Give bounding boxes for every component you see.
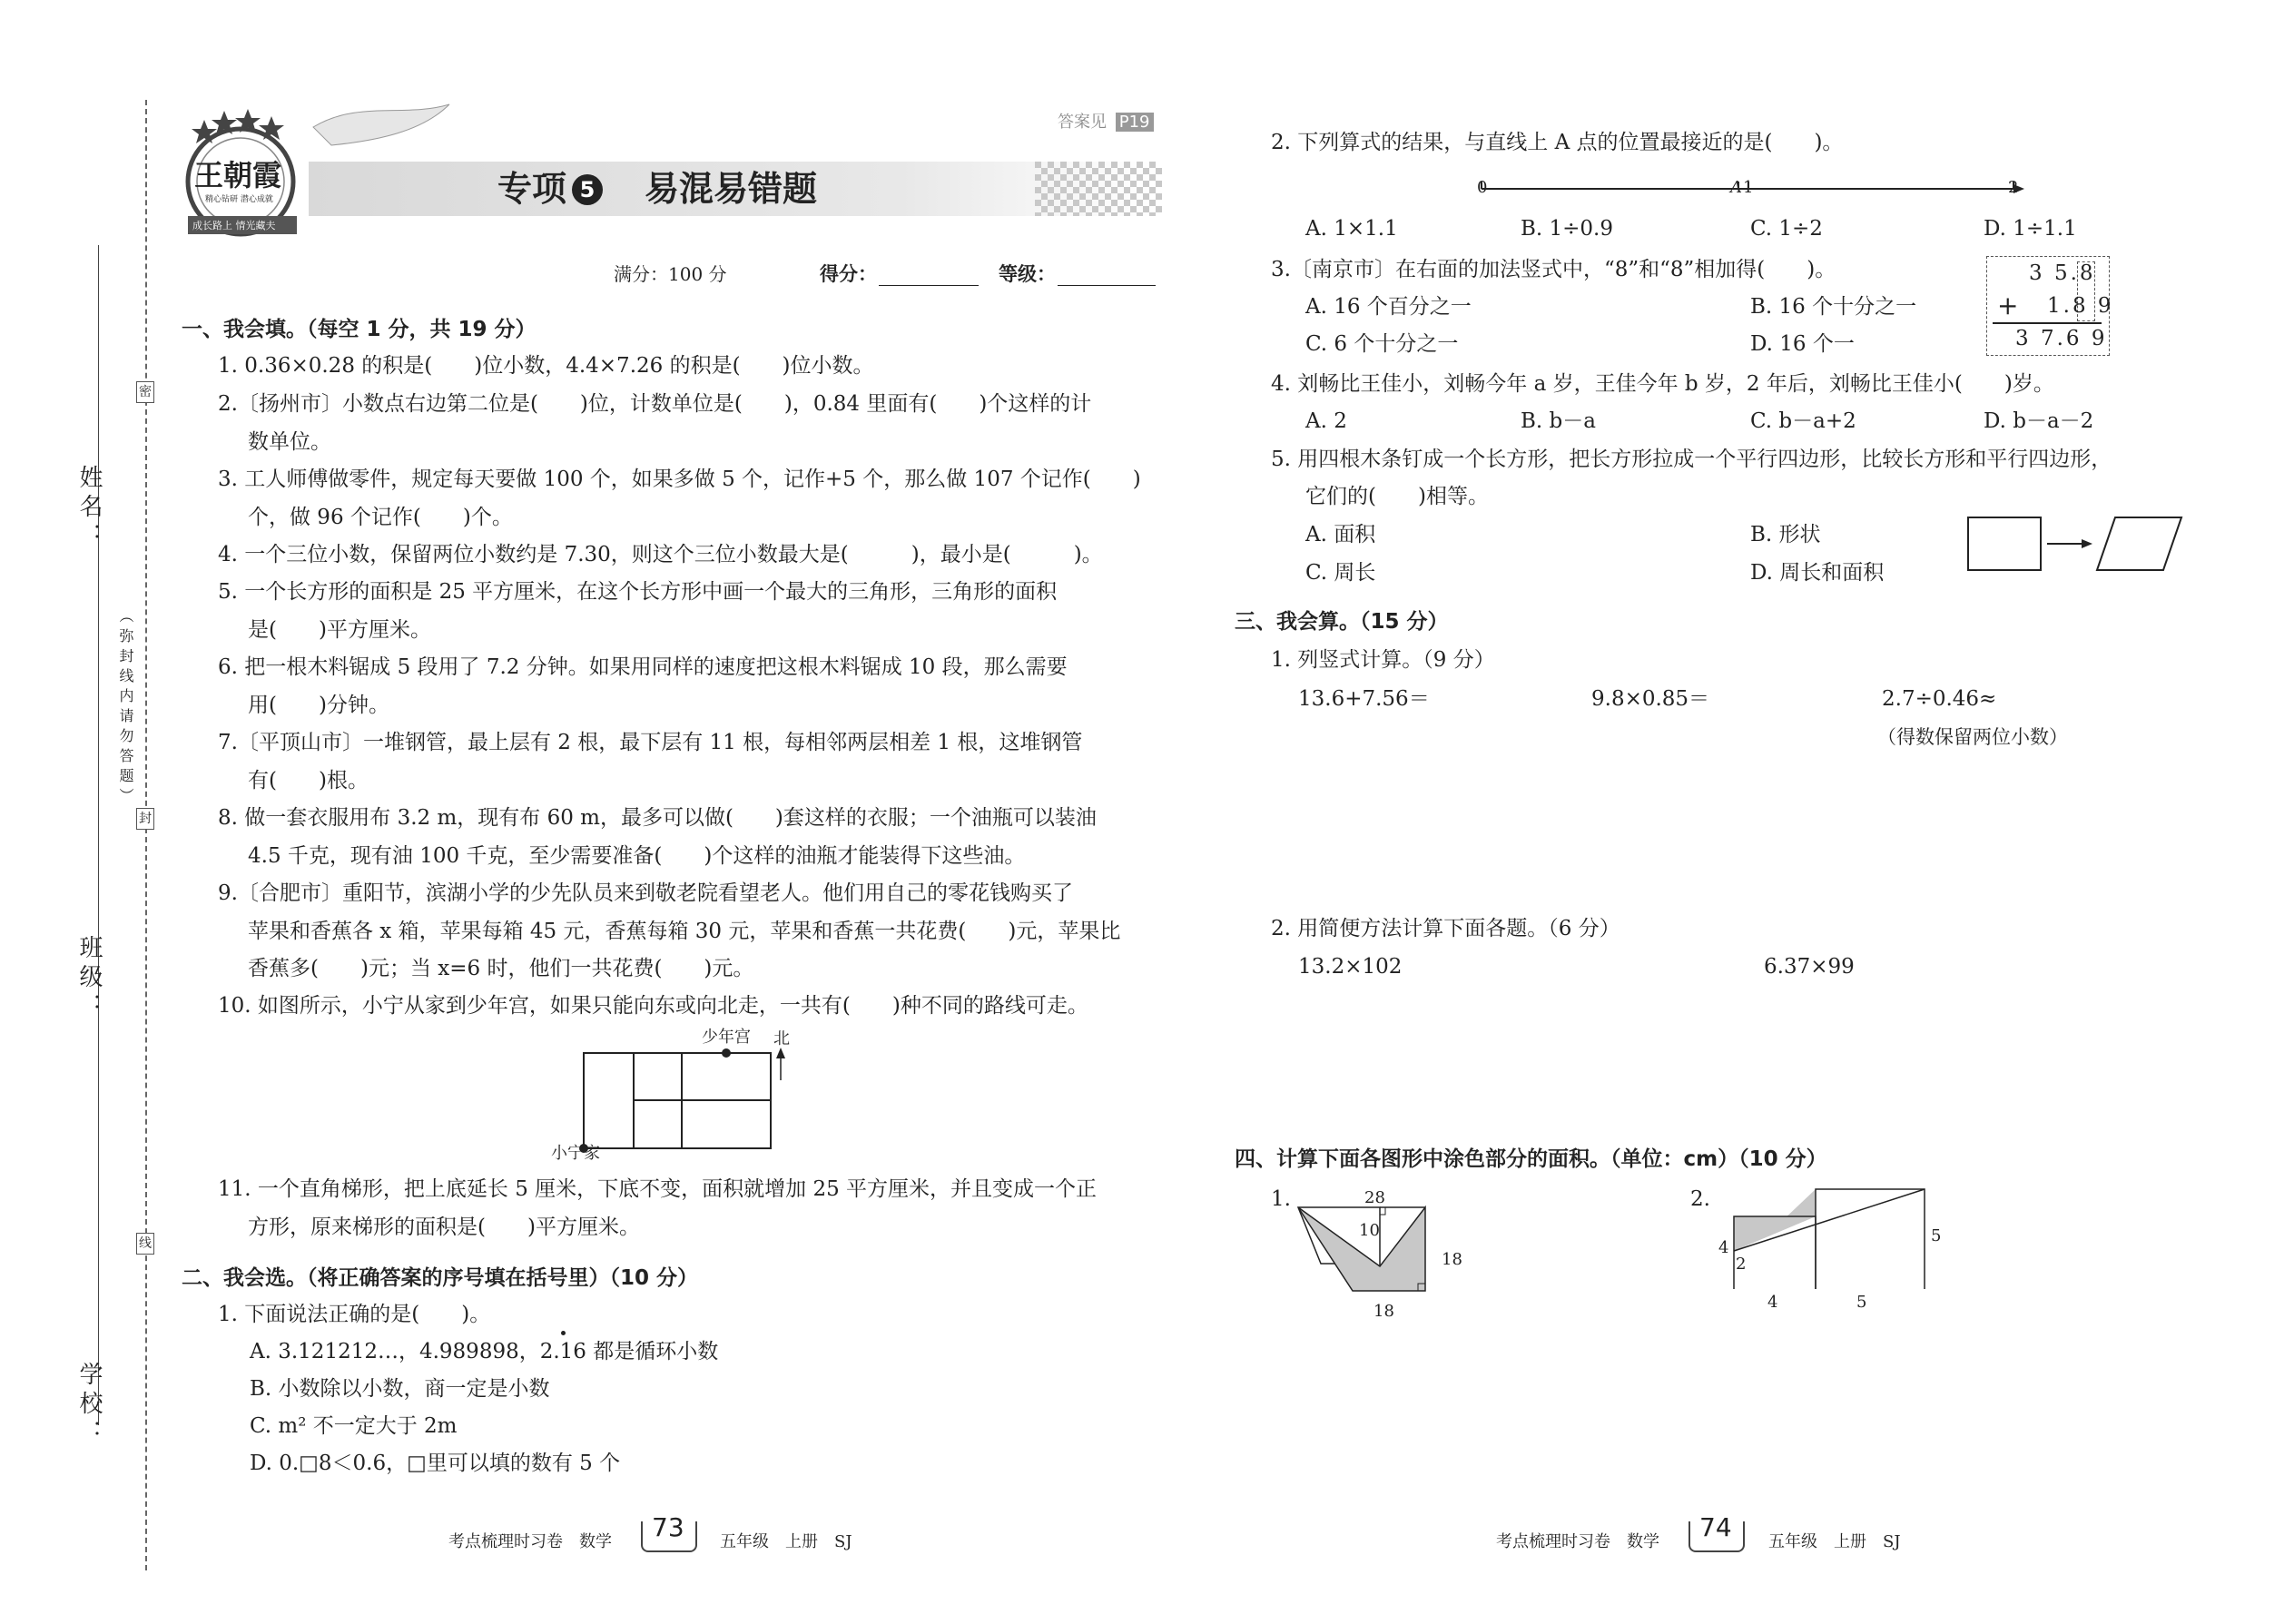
- nl-label-1: 1: [1743, 178, 1754, 197]
- q8-line2: 4.5 千克，现有油 100 千克，至少需要准备( )个这样的油瓶才能装得下这些油。: [248, 844, 1026, 868]
- nl-label-A: A: [1730, 178, 1742, 197]
- c1-option-a: A. 3.121212…，4.989898，2.16 都是循环小数: [250, 1340, 719, 1363]
- fig2-dim-4-left: 4: [1718, 1238, 1729, 1257]
- grade-label: 等级：: [999, 263, 1056, 285]
- c2-option-c: C. 1÷2: [1750, 217, 1823, 241]
- q1: 1. 0.36×0.28 的积是( )位小数，4.4×7.26 的积是( )位小数。: [218, 354, 874, 378]
- c3-option-b: B. 16 个十分之一: [1750, 295, 1917, 319]
- binding-dashed-line: [145, 100, 147, 1570]
- fig2-dim-2: 2: [1736, 1255, 1747, 1274]
- logo-banner: 成长路上 情光藏夫: [192, 220, 276, 231]
- c5-option-d: D. 周长和面积: [1750, 561, 1885, 585]
- k2-calc-a: 13.2×102: [1298, 955, 1403, 979]
- rect-to-parallelogram-figure: [1965, 513, 2188, 576]
- q4: 4. 一个三位小数，保留两位小数约是 7.30，则这个三位小数最大是( )，最小是( )。: [218, 543, 1103, 566]
- c2-option-b: B. 1÷0.9: [1521, 217, 1614, 241]
- recurring-dot: [561, 1331, 566, 1335]
- k2: 2. 用简便方法计算下面各题。（6 分）: [1271, 917, 1620, 940]
- c4-option-a: A. 2: [1305, 409, 1347, 433]
- c3-option-d: D. 16 个一: [1750, 332, 1855, 356]
- c4-option-b: B. b－a: [1521, 409, 1596, 433]
- fig-north-label: 北: [773, 1029, 790, 1048]
- c5-line2: 它们的( )相等。: [1305, 485, 1489, 508]
- addition-row2: 1.8 9: [2047, 294, 2114, 318]
- q9-line3: 香蕉多( )元；当 x=6 时，他们一共花费( )元。: [248, 957, 754, 980]
- footer-left-grade: 五年级 上册 SJ: [720, 1532, 852, 1551]
- addition-rule: [1993, 322, 2102, 324]
- seal-mark-xian: 线: [136, 1233, 154, 1255]
- c4: 4. 刘畅比王佳小，刘畅今年 a 岁，王佳今年 b 岁，2 年后，刘畅比王佳小( )岁。: [1271, 372, 2054, 396]
- q6-line1: 6. 把一根木料锯成 5 段用了 7.2 分钟。如果用同样的速度把这根木料锯成 10 段，那么需要: [218, 655, 1068, 679]
- class-label: 班级：: [75, 935, 103, 1022]
- nl-label-2: 2: [2008, 178, 2019, 197]
- k1: 1. 列竖式计算。（9 分）: [1271, 648, 1495, 672]
- seal-note: （弥封线内请勿答题）: [117, 608, 134, 808]
- fig2-dim-5-bottom: 5: [1856, 1293, 1867, 1312]
- c5-option-b: B. 形状: [1750, 523, 1821, 546]
- c3-option-a: A. 16 个百分之一: [1305, 295, 1472, 319]
- page-title: 专项 5 易混易错题: [497, 169, 818, 209]
- q2-line1: 2.〔扬州市〕小数点右边第二位是( )位，计数单位是( )，0.84 里面有( )个这样的计: [218, 392, 1092, 416]
- binding-solid-line: [98, 245, 99, 1425]
- section-1-title: 一、我会填。（每空 1 分，共 19 分）: [182, 318, 537, 341]
- fig2-label: 2.: [1690, 1187, 1710, 1211]
- section-3-title: 三、我会算。（15 分）: [1235, 610, 1449, 634]
- school-label: 学校：: [75, 1362, 103, 1449]
- score-label: 得分：: [820, 263, 877, 285]
- k1-calc-c: 2.7÷0.46≈: [1882, 687, 1997, 711]
- logo-slogan: 精心钻研 潜心成就: [205, 195, 273, 204]
- full-score: 满分：100 分: [614, 263, 727, 285]
- c3-option-c: C. 6 个十分之一: [1305, 332, 1459, 356]
- footer-right-page: 74: [1699, 1512, 1732, 1542]
- seal-mark-feng: 封: [136, 808, 154, 830]
- q5-line1: 5. 一个长方形的面积是 25 平方厘米，在这个长方形中画一个最大的三角形，三角形的面积: [218, 580, 1058, 604]
- nl-label-0: 0: [1477, 178, 1488, 197]
- seal-mark-mi: 密: [136, 381, 154, 403]
- k1-calc-b: 9.8×0.85＝: [1591, 687, 1710, 711]
- k2-calc-b: 6.37×99: [1764, 955, 1855, 979]
- grade-field[interactable]: [1058, 285, 1156, 286]
- c1-option-b: B. 小数除以小数，商一定是小数: [250, 1377, 550, 1401]
- fig1-dim-10: 10: [1359, 1221, 1380, 1240]
- c5-line1: 5. 用四根木条钉成一个长方形，把长方形拉成一个平行四边形，比较长方形和平行四边形，: [1271, 448, 2112, 471]
- c4-option-d: D. b－a－2: [1984, 409, 2094, 433]
- section-4-title: 四、计算下面各图形中涂色部分的面积。（单位：cm）（10 分）: [1235, 1147, 1827, 1171]
- k1-calc-c-note: （得数保留两位小数）: [1877, 726, 2068, 748]
- fig-home-label: 小宁家: [551, 1144, 600, 1163]
- footer-left-page: 73: [652, 1512, 684, 1542]
- addition-plus: +: [1997, 290, 2019, 320]
- q3-line1: 3. 工人师傅做零件，规定每天要做 100 个，如果多做 5 个，记作+5 个，那么做 107 个记作( ): [218, 468, 1141, 491]
- addition-row1: 3 5.8: [2029, 261, 2096, 285]
- fig2-dim-4-bottom: 4: [1767, 1293, 1778, 1312]
- q3-line2: 个，做 96 个记作( )个。: [248, 506, 513, 529]
- fig-palace-label: 少年宫: [702, 1028, 751, 1047]
- c1: 1. 下面说法正确的是( )。: [218, 1303, 491, 1326]
- footer-left-series: 考点梳理时习卷 数学: [448, 1532, 612, 1551]
- q10: 10. 如图所示，小宁从家到少年宫，如果只能向东或向北走，一共有( )种不同的路线可走。: [218, 994, 1088, 1018]
- fig1-dim-28: 28: [1364, 1188, 1385, 1207]
- q9-line2: 苹果和香蕉各 x 箱，苹果每箱 45 元，香蕉每箱 30 元，苹果和香蕉一共花费( )元，苹果比: [248, 920, 1121, 943]
- logo-brand: 王朝霞: [194, 158, 282, 192]
- score-field[interactable]: [879, 285, 979, 286]
- q7-line1: 7.〔平顶山市〕一堆钢管，最上层有 2 根，最下层有 11 根，每相邻两层相差 1 根，这堆钢管: [218, 731, 1083, 754]
- c1-option-c: C. m² 不一定大于 2m: [250, 1414, 458, 1438]
- q7-line2: 有( )根。: [248, 769, 369, 792]
- fig1-dim-18-right: 18: [1442, 1250, 1462, 1269]
- footer-right-series: 考点梳理时习卷 数学: [1496, 1532, 1659, 1551]
- q9-line1: 9.〔合肥市〕重阳节，滨湖小学的少先队员来到敬老院看望老人。他们用自己的零花钱购买了: [218, 881, 1073, 905]
- name-label: 姓名：: [75, 465, 103, 552]
- q11-line2: 方形，原来梯形的面积是( )平方厘米。: [248, 1216, 640, 1239]
- c3: 3.〔南京市〕在右面的加法竖式中，“8”和“8”相加得( )。: [1271, 258, 1836, 281]
- section-2-title: 二、我会选。（将正确答案的序号填在括号里）（10 分）: [182, 1266, 699, 1290]
- c1-option-d: D. 0.□8＜0.6，□里可以填的数有 5 个: [250, 1452, 621, 1475]
- fig1-label: 1.: [1271, 1187, 1291, 1211]
- c4-option-c: C. b－a+2: [1750, 409, 1856, 433]
- q6-line2: 用( )分钟。: [248, 694, 389, 717]
- c5-option-c: C. 周长: [1305, 561, 1376, 585]
- shaded-figure-1: [1289, 1198, 1452, 1303]
- c2-option-d: D. 1÷1.1: [1984, 217, 2077, 241]
- k1-calc-a: 13.6+7.56＝: [1298, 687, 1430, 711]
- fig1-dim-18-bottom: 18: [1373, 1302, 1394, 1321]
- footer-right-grade: 五年级 上册 SJ: [1768, 1532, 1901, 1551]
- q8-line1: 8. 做一套衣服用布 3.2 m，现有布 60 m，最多可以做( )套这样的衣服；一个油瓶可以装油: [218, 806, 1097, 830]
- q2-line2: 数单位。: [248, 430, 331, 454]
- q5-line2: 是( )平方厘米。: [248, 618, 431, 642]
- answer-ref: 答案见 P19: [1058, 109, 1154, 133]
- title-checker: [1035, 162, 1162, 216]
- title-number: 5: [572, 174, 603, 205]
- fig2-dim-5-right: 5: [1931, 1226, 1942, 1245]
- q11-line1: 11. 一个直角梯形，把上底延长 5 厘米，下底不变，面积就增加 25 平方厘米，并且变成一个正: [218, 1177, 1098, 1201]
- c5-option-a: A. 面积: [1305, 523, 1376, 546]
- c2: 2. 下列算式的结果，与直线上 A 点的位置最接近的是( )。: [1271, 131, 1844, 154]
- addition-row3: 3 7.6 9: [2015, 327, 2108, 350]
- shaded-figure-2: [1725, 1180, 1934, 1289]
- c2-option-a: A. 1×1.1: [1305, 217, 1398, 241]
